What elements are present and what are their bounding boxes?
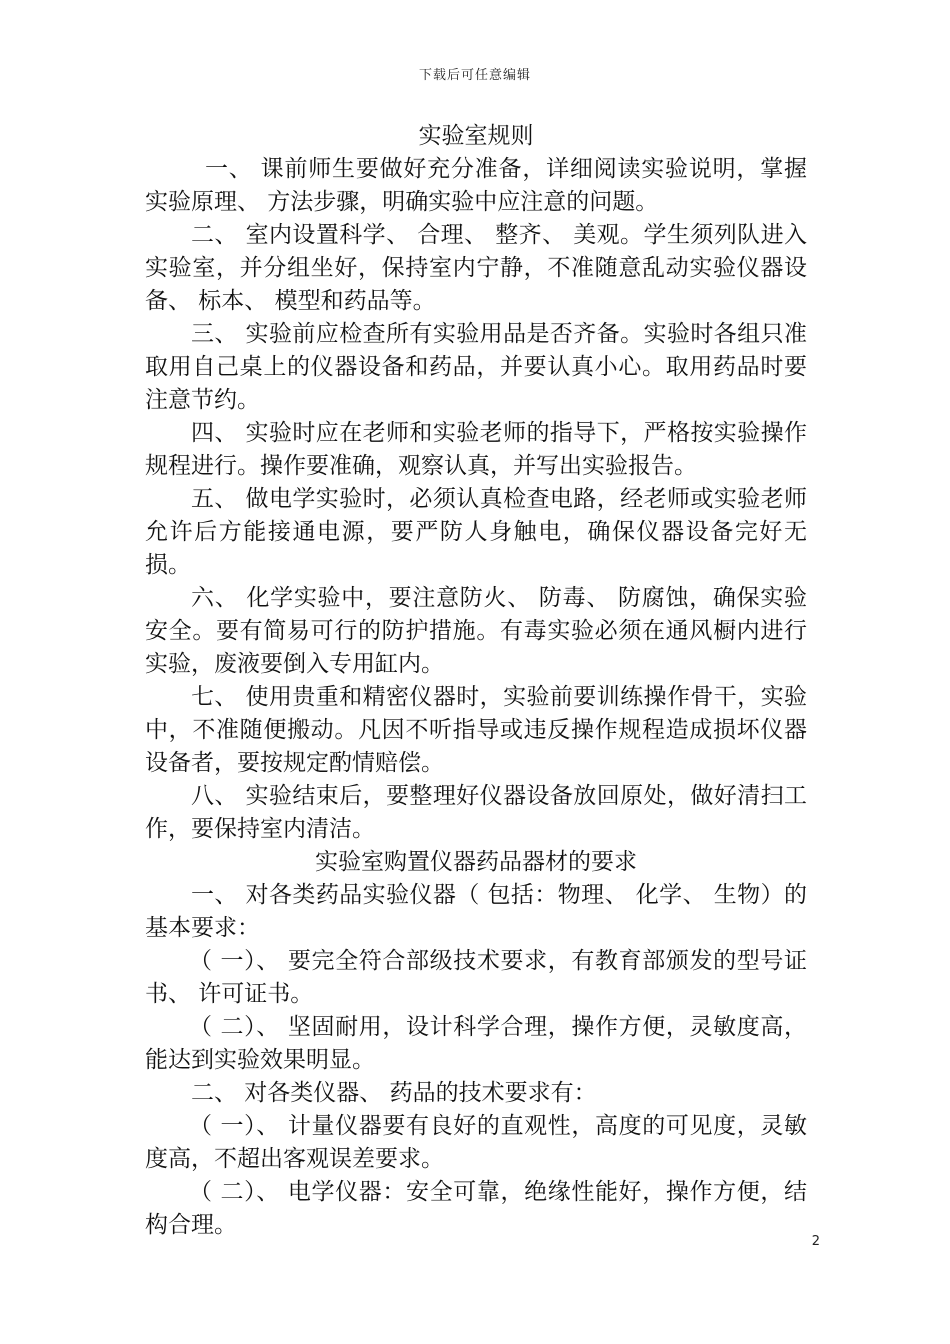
requirement-paragraph: （ 二）、 电学仪器：安全可靠，绝缘性能好，操作方便，结构合理。 (145, 1179, 807, 1238)
requirement-paragraph: （ 一）、 要完全符合部级技术要求，有教育部颁发的型号证书、 许可证书。 (145, 948, 807, 1007)
rule-paragraph: 七、 使用贵重和精密仪器时，实验前要训练操作骨干，实验中，不准随便搬动。凡因不听指导或违反操作规程造成损坏仪器设备者，要按规定酌情赔偿。 (145, 684, 807, 776)
rule-paragraph: 四、 实验时应在老师和实验老师的指导下，严格按实验操作规程进行。操作要准确，观察认真，并写出实验报告。 (145, 420, 807, 479)
document-body (145, 116, 807, 1242)
rule-paragraph: 五、 做电学实验时，必须认真检查电路，经老师或实验老师允许后方能接通电源，要严防人身触电，确保仪器设备完好无损。 (145, 486, 807, 578)
rule-paragraph: 三、 实验前应检查所有实验用品是否齐备。实验时各组只准取用自己桌上的仪器设备和药品，并要认真小心。取用药品时要注意节约。 (145, 321, 807, 413)
section-title-purchase-requirements: 实验室购置仪器药品器材的要求 (315, 849, 637, 875)
rule-paragraph: 八、 实验结束后，要整理好仪器设备放回原处，做好清扫工作，要保持室内清洁。 (145, 783, 807, 842)
requirement-paragraph: （ 一）、 计量仪器要有良好的直观性，高度的可见度，灵敏度高，不超出客观误差要求。 (145, 1113, 807, 1172)
rule-paragraph: 二、 室内设置科学、 合理、 整齐、 美观。学生须列队进入实验室，并分组坐好，保持室内宁静，不准随意乱动实验仪器设备、 标本、 模型和药品等。 (145, 222, 807, 314)
rule-paragraph: 一、 课前师生要做好充分准备，详细阅读实验说明，掌握实验原理、 方法步骤，明确实验中应注意的问题。 (145, 156, 807, 215)
rule-paragraph: 六、 化学实验中，要注意防火、 防毒、 防腐蚀，确保实验安全。要有简易可行的防护措施。有毒实验必须在通风橱内进行实验，废液要倒入专用缸内。 (145, 585, 807, 677)
requirement-paragraph: 一、 对各类药品实验仪器（ 包括：物理、 化学、 生物）的基本要求： (145, 882, 807, 941)
page-number: 2 (811, 1234, 820, 1249)
requirement-paragraph: （ 二）、 坚固耐用，设计科学合理，操作方便，灵敏度高，能达到实验效果明显。 (145, 1014, 807, 1073)
page-header: 下载后可任意编辑 (418, 68, 531, 83)
requirement-paragraph: 二、 对各类仪器、 药品的技术要求有： (191, 1080, 597, 1106)
section-title-lab-rules: 实验室规则 (418, 123, 534, 149)
